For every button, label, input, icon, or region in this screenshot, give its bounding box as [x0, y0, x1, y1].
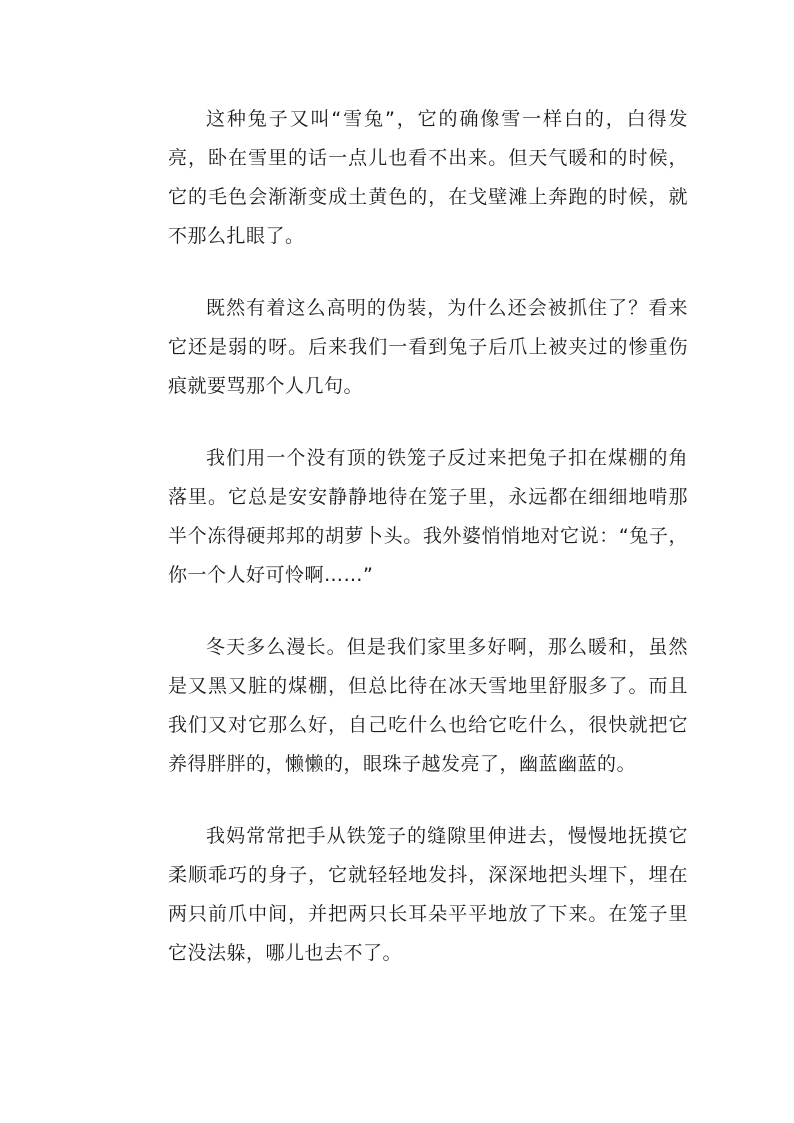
paragraph-1: 这种兔子又叫“雪兔”，它的确像雪一样白的，白得发亮，卧在雪里的话一点儿也看不出来。但天气暖和的时候，它的毛色会渐渐变成土黄色的，在戈壁滩上奔跑的时候，就不那么扎眼了。	[168, 108, 688, 247]
paragraph-2: 既然有着这么高明的伪装，为什么还会被抓住了？看来它还是弱的呀。后来我们一看到兔子后爪上被夹过的惨重伤痕就要骂那个人几句。	[168, 297, 688, 397]
paragraph-4: 冬天多么漫长。但是我们家里多好啊，那么暖和，虽然是又黑又脏的煤棚，但总比待在冰天雪地里舒服多了。而且我们又对它那么好，自己吃什么也给它吃什么，很快就把它养得胖胖的，懒懒的，眼珠子越发亮了，幽蓝幽蓝的。	[168, 636, 688, 775]
document-body	[168, 100, 688, 1006]
paragraph-3: 我们用一个没有顶的铁笼子反过来把兔子扣在煤棚的角落里。它总是安安静静地待在笼子里，永远都在细细地啃那半个冻得硬邦邦的胡萝卜头。我外婆悄悄地对它说：“兔子，你一个人好可怜啊……”	[168, 447, 688, 586]
paragraph-5: 我妈常常把手从铁笼子的缝隙里伸进去，慢慢地抚摸它柔顺乖巧的身子，它就轻轻地发抖，深深地把头埋下，埋在两只前爪中间，并把两只长耳朵平平地放了下来。在笼子里它没法躲，哪儿也去不了。	[168, 825, 688, 964]
